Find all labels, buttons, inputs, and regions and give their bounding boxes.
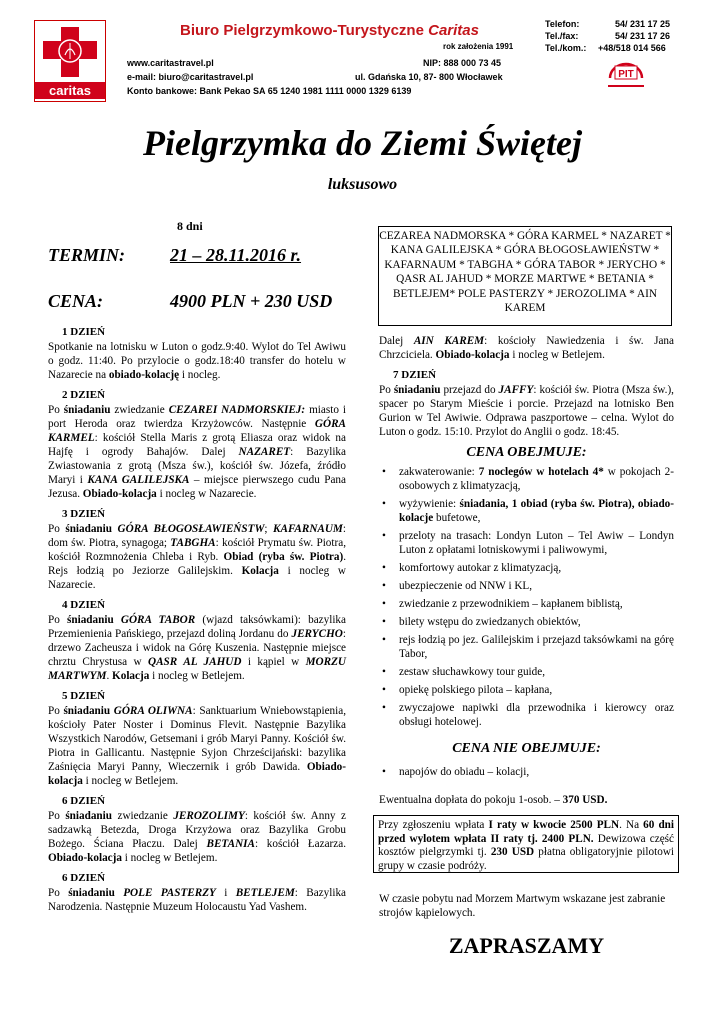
text-run: Kolacja	[241, 565, 279, 577]
text-run: (wjazd taksówkami): bazylika Przemienienia Pańskiego, przejazd doliną Jordanu do	[48, 614, 346, 640]
itinerary	[48, 325, 346, 914]
text-run: Po	[48, 887, 69, 899]
text-run: GÓRA OLIWNA	[113, 705, 193, 717]
price-label: CENA:	[48, 291, 104, 311]
text-run: Obiado-kolacja	[48, 761, 346, 787]
text-run: : kościół Stella Maris z grotą Eliasza oraz widok na Hajfę i ogrody Bahajów. Dalej	[48, 432, 346, 458]
text-run: i nocleg w Betlejem.	[509, 349, 605, 361]
text-run: – miejsce pierwszego cudu Pana Jezusa.	[48, 474, 346, 500]
text-run: Dewizowa część kosztów pielgrzymki tj.	[378, 832, 674, 858]
includes-list	[379, 465, 674, 729]
text-run: : kościół Prymatu św. Piotra, kościół Rozmnożenia Chleba i Ryb.	[48, 537, 346, 563]
text-run: JAFFY	[498, 384, 534, 396]
text-run: .	[106, 670, 113, 682]
payment-terms-box	[373, 815, 679, 873]
caritas-logo	[34, 20, 106, 102]
text-run: zakwaterowanie:	[399, 466, 479, 478]
text-run: i nocleg w Nazarecie.	[156, 488, 257, 500]
text-run: : dom św. Piotra, synagoga;	[48, 523, 346, 549]
mobile-value: +48/518 014 566	[598, 43, 666, 53]
text-run: bufetowe,	[433, 512, 481, 524]
text-run: TABGHA	[170, 537, 216, 549]
text-run: i nocleg w Betlejem.	[149, 670, 245, 682]
text-run	[115, 887, 123, 899]
list-item	[379, 683, 674, 697]
price-value: 4900 PLN + 230 USD	[170, 291, 333, 311]
text-run: POLE PASTERZY	[123, 887, 216, 899]
route-box: CEZAREA NADMORSKA * GÓRA KARMEL * NAZARET * KANA GALILEJSKA * GÓRA BŁOGOSŁAWIEŃSTW * KAFARNAUM * TABGHA * GÓRA TABOR * JERYCHO * QASR AL JAHUD * MORZE MARTWE * BETANIA * BETLEJEM* POLE PASTERZY * JEROZOLIMA * AIN KAREM	[378, 226, 672, 326]
text-run: Po	[48, 614, 68, 626]
text-run: : drzewo Zacheusza i widok na Górę Kuszenia. Następnie miejsce chrztu Chrystusa w	[48, 628, 346, 668]
caritas-cross-icon	[41, 25, 99, 79]
list-item	[379, 579, 674, 593]
mobile-label: Tel./kom.:	[545, 43, 587, 53]
nip-number: NIP: 888 000 73 45	[423, 58, 502, 68]
org-brand: Caritas	[428, 22, 479, 39]
day-description	[48, 704, 346, 788]
text-run: ;	[264, 523, 274, 535]
day-heading: 6 DZIEŃ	[62, 795, 106, 807]
text-run: Dalej	[379, 335, 414, 347]
text-run: Obiad (ryba św. Piotra)	[223, 551, 344, 563]
list-item	[379, 701, 674, 729]
text-run: śniadaniu	[63, 404, 111, 416]
text-run: 370 USD.	[562, 794, 608, 806]
text-run: Po	[48, 404, 64, 416]
excludes-heading: CENA NIE OBEJMUJE:	[452, 741, 601, 756]
day-heading: 1 DZIEŃ	[62, 326, 106, 338]
logo-label: caritas	[35, 82, 105, 99]
list-item	[379, 597, 674, 611]
text-run: rejs łodzią po jez. Galilejskim i przejazd taksówkami na górę Tabor,	[399, 634, 674, 660]
day-heading: 4 DZIEŃ	[62, 599, 106, 611]
list-item	[379, 465, 674, 493]
text-run: GÓRA BŁOGOSŁAWIEŃSTW	[117, 523, 265, 535]
text-run: śniadaniu	[65, 810, 112, 822]
text-run: CEZAREI NADMORSKIEJ:	[168, 404, 306, 416]
day-description	[379, 383, 674, 439]
text-run: śniadaniu	[63, 705, 111, 717]
day-heading: 7 DZIEŃ	[393, 369, 437, 381]
pit-logo-text: PIT	[618, 69, 634, 80]
invitation: ZAPRASZAMY	[448, 933, 605, 958]
text-run: : Bazylika Zwiastowania z grotą (Msza św.), kościół św. Józefa, źródło Maryi i	[48, 446, 346, 486]
day-heading: 3 DZIEŃ	[62, 508, 106, 520]
text-run: i nocleg w Betlejem.	[121, 852, 218, 864]
phone-value: 54/ 231 17 25	[615, 19, 671, 29]
text-run: napojów do obiadu – kolacji,	[399, 766, 530, 778]
text-run: : kościół Łazarza.	[254, 838, 347, 850]
text-run: Obiado-kolacja	[48, 852, 122, 864]
text-run: Po	[379, 384, 394, 396]
trip-duration: 8 dni	[177, 219, 203, 233]
day6-continuation	[379, 334, 674, 362]
swimwear-note: W czasie pobytu nad Morzem Martwym wskazane jest zabranie strojów kąpielowych.	[379, 893, 666, 919]
text-run: zestaw słuchawkowy tour guide,	[399, 666, 546, 678]
text-run: : Bazylika Narodzenia. Następnie Muzeum Holocaustu Yad Vashem.	[48, 887, 347, 913]
text-run: i nocleg w Nazarecie.	[48, 565, 346, 591]
text-run: KANA GALILEJSKA	[87, 474, 190, 486]
text-run: zwiedzanie z przewodnikiem – kapłanem biblistą,	[399, 598, 623, 610]
page-subtitle: luksusowo	[327, 176, 398, 193]
text-run: GÓRA KARMEL	[48, 418, 346, 444]
text-run: bilety wstępu do zwiedzanych obiektów,	[399, 616, 581, 628]
text-run: JERYCHO	[291, 628, 343, 640]
pit-logo-icon	[604, 56, 648, 90]
text-run: Przy zgłoszeniu wpłata	[378, 819, 489, 831]
fax-value: 54/ 231 17 26	[615, 31, 671, 41]
termin-label: TERMIN:	[48, 245, 126, 265]
day-heading: 2 DZIEŃ	[62, 389, 106, 401]
text-run: komfortowy autokar z klimatyzacją,	[399, 562, 562, 574]
text-run: . Rejs łodzią po Jeziorze Galilejskim.	[48, 551, 347, 577]
termin-value: 21 – 28.11.2016 r.	[170, 245, 302, 265]
list-item	[379, 497, 674, 525]
day-heading: 5 DZIEŃ	[62, 690, 106, 702]
text-run: Po	[48, 810, 66, 822]
text-run: KAFARNAUM	[273, 523, 343, 535]
text-run: i nocleg w Betlejem.	[82, 775, 179, 787]
text-run: wyżywienie:	[399, 498, 460, 510]
text-run: Kolacja	[112, 670, 150, 682]
founded-year: rok założenia 1991	[443, 42, 514, 51]
list-item	[379, 615, 674, 629]
website-link[interactable]: www.caritastravel.pl	[127, 58, 214, 68]
excludes-list	[379, 765, 674, 779]
list-item	[379, 665, 674, 679]
text-run: przeloty na trasach: Londyn Luton – Tel Awiw – Londyn Luton z opłatami lotniskowymi i paliwowymi,	[399, 530, 674, 556]
bank-account: Konto bankowe: Bank Pekao SA 65 1240 1981 1111 0000 1329 6139	[127, 86, 412, 96]
text-run: QASR AL JAHUD	[148, 656, 242, 668]
address: ul. Gdańska 10, 87- 800 Włocławek	[355, 72, 503, 82]
text-run	[114, 614, 121, 626]
text-run: MORZU MARTWYM	[48, 656, 346, 682]
list-item	[379, 765, 674, 779]
text-run: BETLEJEM	[235, 887, 295, 899]
text-run: i nocleg.	[179, 369, 221, 381]
text-run: : Sanktuarium Wniebowstąpienia, kościoły Pater Noster i Dominus Flevit. Następnie Bazylika Wszystkich Narodów, Getsemani i grób Maryi Panny. Kościół św. Piotra in Gallicantu. Następnie Syjon Chrześcijański: bazylika Zaśnięcia Maryi Panny, Wieczernik i grób Dawida.	[48, 705, 346, 773]
text-run: : kościół św. Anny z sadzawką Betezda, Droga Krzyżowa oraz Bazylika Grobu Bożego. Ściana Płaczu. Dalej	[48, 810, 346, 850]
email-link[interactable]: e-mail: biuro@caritastravel.pl	[127, 72, 254, 82]
text-run: śniadaniu	[65, 523, 112, 535]
list-item	[379, 561, 674, 575]
text-run: Po	[48, 705, 64, 717]
text-run: miasto i port Heroda oraz twierdza Krzyżowców. Następnie	[48, 404, 346, 430]
text-run: śniadaniu	[393, 384, 441, 396]
text-run: NAZARET	[238, 446, 291, 458]
includes-heading: CENA OBEJMUJE:	[466, 445, 587, 460]
list-item	[379, 633, 674, 661]
text-run: i	[215, 887, 236, 899]
text-run: AIN KAREM	[413, 335, 485, 347]
text-run: zwiedzanie	[110, 404, 169, 416]
list-item	[379, 529, 674, 557]
text-run: przejazd do	[440, 384, 499, 396]
text-run: śniadaniu	[67, 614, 114, 626]
day-description	[48, 613, 346, 683]
text-run: BETANIA	[206, 838, 255, 850]
fax-label: Tel./fax:	[545, 31, 579, 41]
text-run: I raty w kwocie 2500 PLN	[488, 819, 620, 831]
org-name: Biuro Pielgrzymkowo-Turystyczne	[180, 22, 424, 39]
text-run: płatna obligatoryjnie pilotowi grupy w czasie podróży.	[378, 846, 675, 872]
text-run: GÓRA TABOR	[120, 614, 196, 626]
single-room-surcharge	[379, 793, 674, 807]
text-run: JEROZOLIMY	[173, 810, 245, 822]
text-run: opiekę polskiego pilota – kapłana,	[399, 684, 553, 696]
text-run: obiado-kolację	[108, 369, 180, 381]
day-description	[48, 886, 346, 914]
text-run: śniadania, 1 obiad (ryba św. Piotra), obiado-kolacje	[399, 498, 674, 524]
text-run: 7 noclegów w hotelach 4*	[478, 466, 604, 478]
text-run: Ewentualna dopłata do pokoju 1-osob. –	[379, 794, 563, 806]
text-run: : kościoły Nawiedzenia i św. Jana Chrzciciela.	[379, 335, 674, 361]
day-description	[48, 403, 346, 501]
day-description	[48, 809, 346, 865]
text-run: śniadaniu	[68, 887, 115, 899]
day-heading: 6 DZIEŃ	[62, 872, 106, 884]
text-run: Spotkanie na lotnisku w Luton o godz.9:40. Wylot do Tel Awiwu o godz. 11:40. Po przylocie o godz.18:40 transfer do hotelu w Nazarecie na	[48, 341, 346, 381]
text-run: w pokojach 2- osobowych z klimatyzacją,	[399, 466, 674, 492]
right-column	[379, 334, 674, 807]
phone-label: Telefon:	[545, 19, 580, 29]
day-description	[48, 340, 346, 382]
text-run: 230 USD	[490, 846, 535, 858]
text-run: Obiado-kolacja	[82, 488, 157, 500]
text-run: zwyczajowe napiwki dla przewodnika i kierowcy oraz obsługi hotelowej.	[399, 702, 674, 728]
page-title: Pielgrzymka do Ziemi Świętej	[143, 123, 582, 163]
text-run: . Na	[619, 819, 644, 831]
text-run: ubezpieczenie od NNW i KL,	[399, 580, 533, 592]
text-run: : kościół św. Piotra (Msza św.), spacer po Starym Mieście i porcie. Przejazd na lotnisko Ben Gurion w Tel Awiwie. Odprawa paszportowe – celna. Wylot do Luton o godz. 15:10. Przylot do Anglii o godz. 18:45.	[379, 384, 674, 438]
text-run: Po	[48, 523, 66, 535]
day-description	[48, 522, 346, 592]
text-run: Obiado-kolacja	[435, 349, 510, 361]
text-run: 60 dni przed wylotem wpłata II raty tj. 2400 PLN.	[378, 819, 675, 845]
text-run: i kąpiel w	[241, 656, 306, 668]
org-title	[180, 22, 479, 39]
text-run: zwiedzanie	[111, 810, 174, 822]
